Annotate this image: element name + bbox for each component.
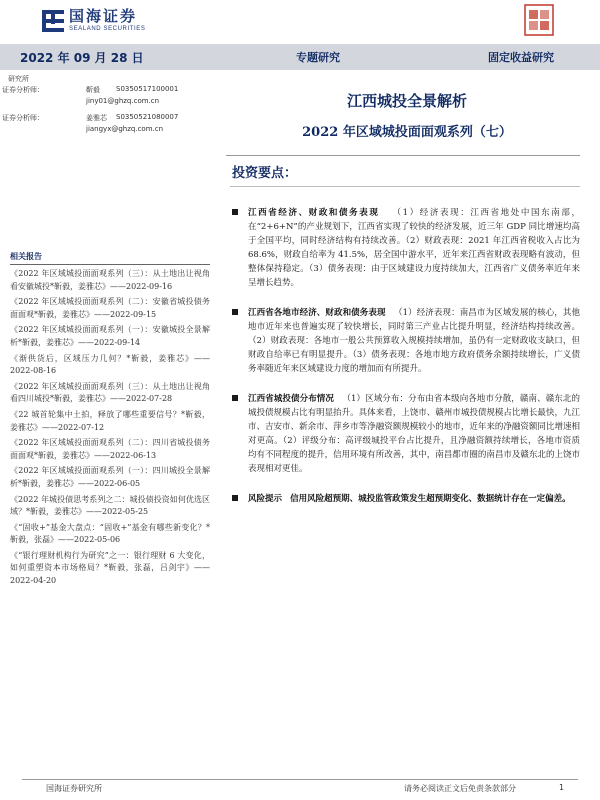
- related-report-item[interactable]: 《22 城首轮集中土拍，释放了哪些重要信号？*靳毅，姜雅芯》——2022-07-12: [10, 409, 210, 432]
- analyst-2: [0, 113, 214, 137]
- analyst-cert: S0350517100001: [116, 85, 179, 93]
- footer-divider: [22, 779, 578, 780]
- analyst-email[interactable]: jiangyx@ghzq.com.cn: [86, 125, 164, 133]
- related-report-item[interactable]: 《2022 年区域城投面面观系列（三）：从土地出让视角看四川城投*靳毅，姜雅芯》——2022-07-28: [10, 381, 210, 404]
- report-title: 江西城投全景解析: [346, 92, 467, 110]
- header-bar: [0, 44, 600, 70]
- bullet-square-icon: [232, 209, 238, 215]
- point-heading: 风险提示: [248, 494, 283, 504]
- page-number: 1: [559, 783, 565, 792]
- related-divider: [10, 264, 210, 265]
- footer-institute: 国海证券研究所: [46, 784, 102, 793]
- related-reports-list: [10, 268, 210, 591]
- point-body: （1）经济表现：江西省地处中国东南部，在“2+6+N”的产业规划下，江西省实现了较快的经济发展，近三年 GDP 同比增速均高于全国平均，同时经济结构有持续改善。（2）财政表现：2021 年江西省税收入占比为 68.6%，财政自给率为 41.5%，居全国中游水平，近年来江西省财政表现略有波动，但整体保持稳定。（3）债务表现：由于区域建设力度持续加大，江西省广义债务率近年来呈增长趋势。: [248, 208, 580, 288]
- analyst-1: [0, 85, 214, 109]
- report-subtitle: 2022 年区域城投面面观系列（七）: [302, 125, 512, 140]
- point-heading: 江西省经济、财政和债务表现: [248, 208, 380, 218]
- brand-logo: [42, 8, 145, 33]
- report-category: 固定收益研究: [488, 51, 554, 64]
- title-divider: [226, 155, 580, 156]
- point-province: [232, 206, 580, 290]
- related-report-item[interactable]: 《2022 年区域城投面面观系列（二）：四川省城投债务面面观*靳毅，姜雅芯》——2022-06-13: [10, 438, 210, 460]
- logo-name-en: SEALAND SECURITIES: [69, 26, 146, 32]
- logo-icon: [42, 10, 64, 32]
- related-report-item[interactable]: 《2022 年区域城投面面观系列（三）：从土地出让视角看安徽城投*靳毅，姜雅芯》——2022-09-16: [10, 269, 210, 291]
- point-cities: [232, 306, 580, 376]
- footer-disclaimer: 请务必阅读正文后免责条款部分: [404, 784, 516, 793]
- point-heading: 江西省城投债分布情况: [248, 394, 334, 404]
- analyst-cert: S0350521080007: [116, 113, 179, 121]
- related-report-item[interactable]: 《渐供货后，区域压力几何？*靳毅，姜雅芯》——2022-08-16: [10, 353, 210, 376]
- bullet-square-icon: [232, 395, 238, 401]
- report-date: 2022 年 09 月 28 日: [20, 51, 144, 65]
- institute-label: 研究所: [8, 75, 29, 83]
- bullet-square-icon: [232, 495, 238, 501]
- stamp-icon: [524, 4, 554, 36]
- points-heading: 投资要点：: [232, 166, 298, 181]
- related-report-item[interactable]: 《2022 年区域城投面面观系列（二）：安徽省城投债务面面观*靳毅，姜雅芯》——2022-09-15: [10, 297, 210, 319]
- report-section: 专题研究: [296, 51, 340, 64]
- logo-name-cn: 国海证券: [69, 7, 138, 25]
- point-bond-distribution: [232, 392, 580, 476]
- analyst-name: 姜雅芯: [86, 114, 107, 122]
- related-report-item[interactable]: 《“固收+”基金大盘点：“固收+”基金有哪些新变化？*靳毅，张磊》——2022-05-06: [10, 522, 210, 545]
- point-body: （1）区域分布：分布由省本级向各地市分散，赣南、赣东北的城投债规模占比有明显抬升。具体来看，上饶市、赣州市城投债规模占比增长最快，九江市、吉安市、新余市、萍乡市等净融资额规模较小的地市，近年来的净融资额同比增速相对更高。（2）评级分布：高评级城投平台占比提升，且净融资额持续增长，各地市资质均有不同程度的提升，信用环境有所改善，其中，南昌都市圈的南昌市及赣东北的上饶市表现相对更佳。: [248, 394, 580, 474]
- related-report-item[interactable]: 《2022 年城投债思考系列之二：城投债投资如何优选区域？*靳毅，姜雅芯》——2022-05-25: [10, 494, 210, 517]
- analyst-email[interactable]: jiny01@ghzq.com.cn: [86, 97, 160, 105]
- point-heading: 江西省各地市经济、财政和债务表现: [248, 308, 386, 318]
- analyst-role: 证券分析师：: [2, 114, 44, 122]
- analyst-name: 靳毅: [86, 86, 100, 94]
- point-risk: [232, 492, 580, 506]
- analyst-role: 证券分析师：: [2, 86, 44, 94]
- bullet-square-icon: [232, 309, 238, 315]
- point-body: （1）经济表现：南昌市为区域发展的核心，其他地市近年来也普遍实现了较快增长，同时第三产业占比提升明显，经济结构持续改善。（2）财政表现：各地市一般公共预算收入规模持续增加，虽仍有一定财政收支缺口，但财政自给率已有明显提升。（3）债务表现：各地市地方政府债务余额持续增长，广义债务率随近年来区域建设力度的增加而有所提升。: [248, 308, 580, 374]
- related-reports-title: 相关报告: [10, 252, 42, 261]
- investment-points: [232, 206, 580, 506]
- related-report-item[interactable]: 《2022 年区域城投面面观系列（一）：安徽城投全景解析*靳毅，姜雅芯》——2022-09-14: [10, 325, 210, 347]
- related-report-item[interactable]: 《“银行理财机构行为研究”之一：银行理财 6 大变化，如何重塑资本市场格局？*靳毅，张磊，吕剑宇》——2022-04-20: [10, 550, 210, 586]
- points-divider: [230, 186, 580, 187]
- related-report-item[interactable]: 《2022 年区域城投面面观系列（一）：四川城投全景解析*靳毅，姜雅芯》——2022-06-05: [10, 466, 210, 488]
- point-body: 信用风险超预期、城投监管政策发生超预期变化、数据统计存在一定偏差。: [290, 494, 571, 504]
